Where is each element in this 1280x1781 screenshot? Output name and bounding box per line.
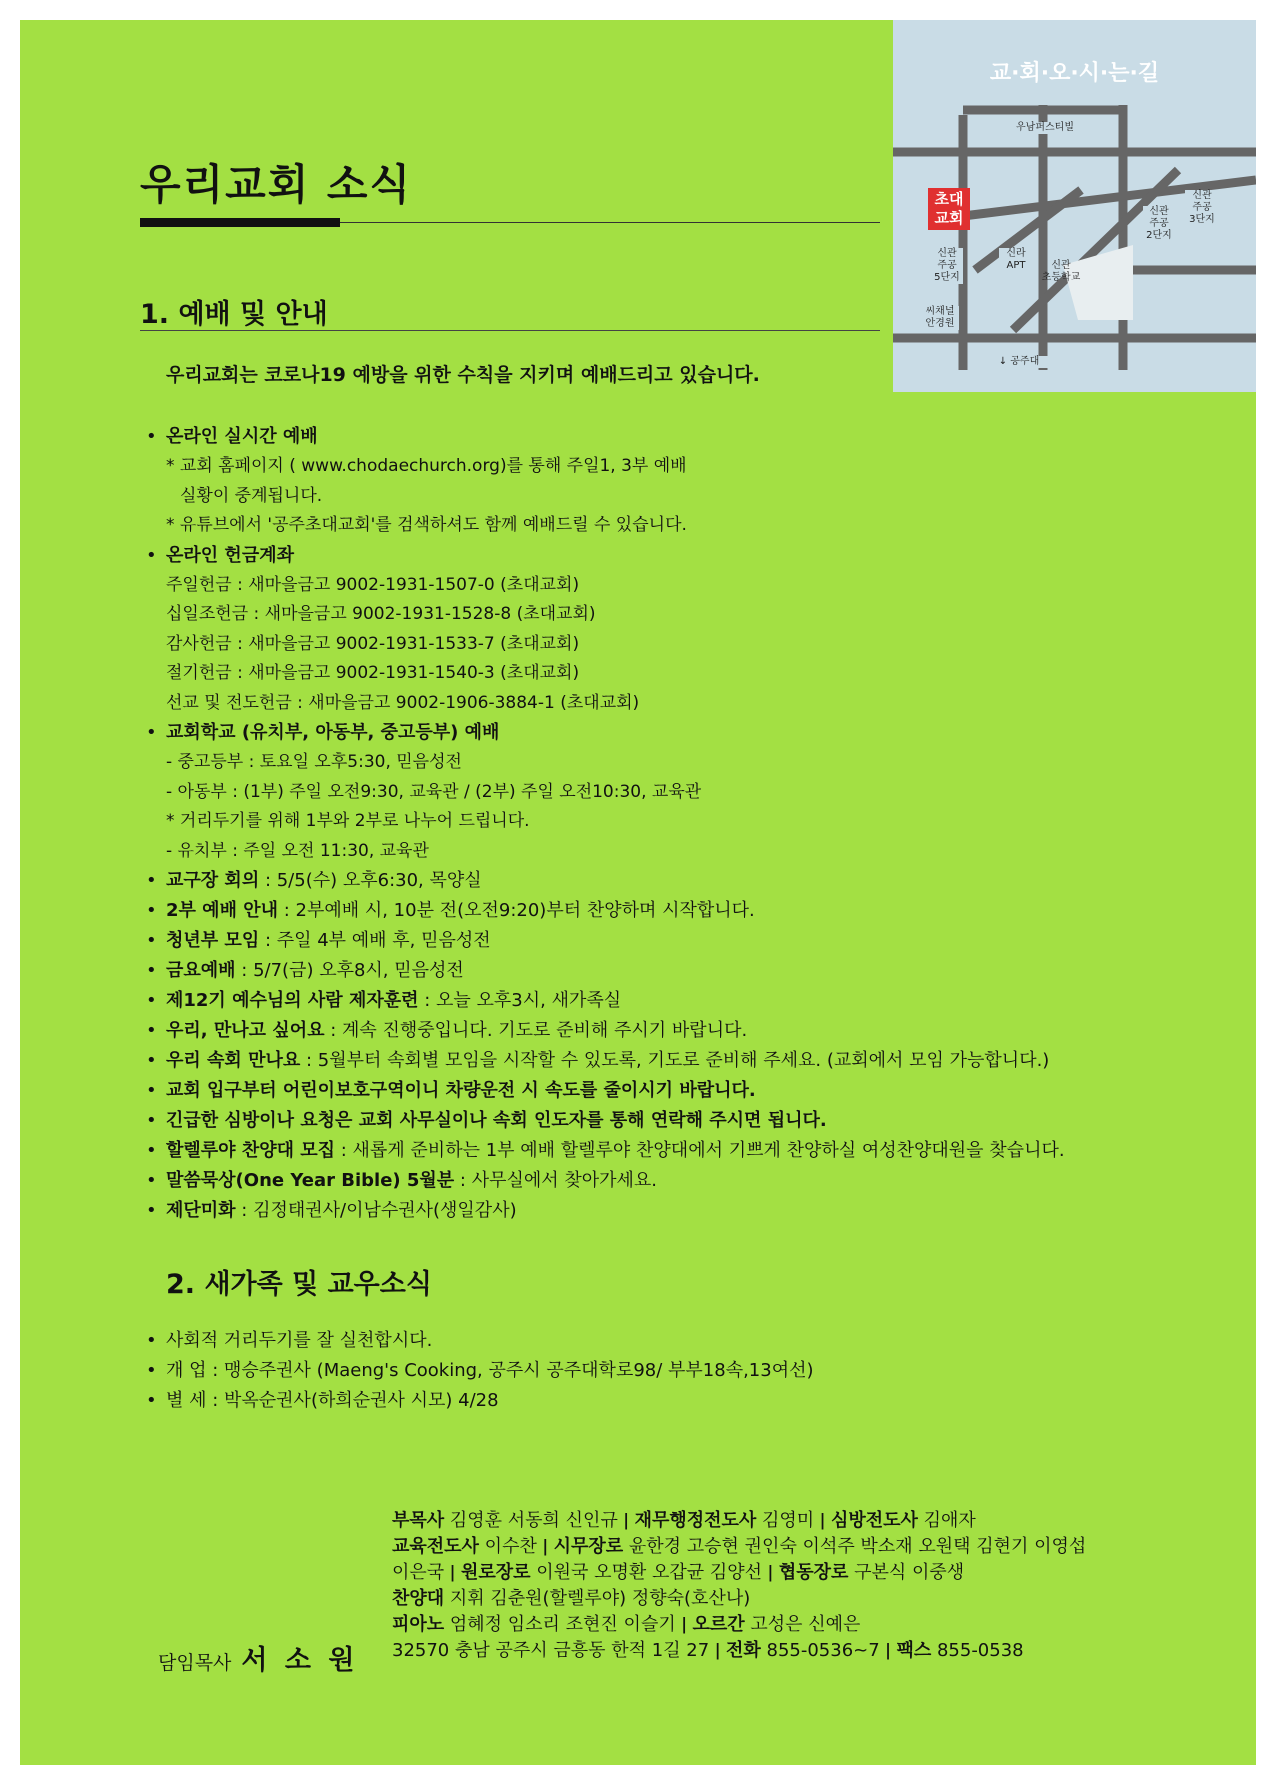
map-label-singwan-2: 신관 주공 2단지 bbox=[1143, 206, 1175, 242]
staff-line bbox=[392, 1508, 1222, 1534]
church-map bbox=[893, 20, 1256, 392]
item-heading: 할렐루야 찬양대 모집 bbox=[166, 1140, 336, 1161]
list-item bbox=[146, 986, 1226, 1016]
phone-label: 전화 bbox=[725, 1640, 761, 1661]
contact-line bbox=[392, 1638, 1222, 1664]
item-heading: 금요예배 bbox=[166, 960, 236, 981]
staff-line bbox=[392, 1586, 1222, 1612]
account-line: 주일헌금 : 새마을금고 9002-1931-1507-0 (초대교회) bbox=[166, 574, 580, 595]
separator: ǀ bbox=[675, 1614, 693, 1635]
section-1-intro: 우리교회는 코로나19 예방을 위한 수칙을 지키며 예배드리고 있습니다. bbox=[166, 364, 760, 386]
list-item bbox=[146, 1106, 1226, 1136]
item-heading: 우리, 만나고 싶어요 bbox=[166, 1020, 325, 1041]
item-heading: 우리 속회 만나요 bbox=[166, 1050, 301, 1071]
item-heading: 제12기 예수님의 사람 제자훈련 bbox=[166, 990, 419, 1011]
church-marker bbox=[928, 188, 970, 230]
list-item bbox=[146, 1076, 1226, 1106]
item-heading: 온라인 헌금계좌 bbox=[166, 544, 294, 566]
staff-names: 김영훈 서동희 신인규 bbox=[444, 1510, 618, 1531]
item-heading: 온라인 실시간 예배 bbox=[166, 426, 318, 447]
account-line: 감사헌금 : 새마을금고 9002-1931-1533-7 (초대교회) bbox=[166, 633, 580, 654]
phone-number: 855-0536~7 bbox=[760, 1640, 880, 1661]
account-line: 선교 및 전도헌금 : 새마을금고 9002-1906-3884-1 (초대교회) bbox=[166, 692, 640, 713]
church-address: 32570 충남 공주시 금흥동 한적 1길 27 bbox=[392, 1640, 710, 1661]
notice-list bbox=[146, 422, 1226, 1226]
staff-names: 윤한경 고승현 권인숙 이석주 박소재 오원택 김현기 이영섭 bbox=[623, 1536, 1087, 1557]
item-heading: 제단미화 bbox=[166, 1200, 236, 1221]
staff-role: 심방전도사 bbox=[830, 1510, 918, 1531]
item-heading: 청년부 모임 bbox=[166, 930, 260, 951]
pastor-label: 담임목사 bbox=[158, 1652, 232, 1674]
item-detail: * 교회 홈페이지 ( www.chodaechurch.org)를 통해 주일1, 3부 예배 bbox=[166, 456, 687, 476]
title-rule bbox=[340, 222, 880, 223]
map-label-unam: 우남퍼스티빌 bbox=[1005, 122, 1085, 134]
map-title: 교·회·오·시·는·길 bbox=[989, 61, 1160, 86]
church-marker-line: 교회 bbox=[934, 209, 964, 227]
list-item bbox=[146, 1136, 1226, 1166]
account-line: 절기헌금 : 새마을금고 9002-1931-1540-3 (초대교회) bbox=[166, 663, 580, 683]
fax-label: 팩스 bbox=[896, 1640, 932, 1661]
item-heading: 2부 예배 안내 bbox=[166, 900, 278, 921]
item-text: : 새롭게 준비하는 1부 예배 할렐루야 찬양대에서 기쁘게 찬양하실 여성찬양대원을 찾습니다. bbox=[335, 1140, 1065, 1161]
separator: ǀ bbox=[879, 1640, 897, 1661]
item-detail: 실황이 중계됩니다. bbox=[180, 485, 323, 506]
item-text: : 사무실에서 찾아가세요. bbox=[454, 1170, 658, 1191]
map-label-silla-apt: 신라 APT bbox=[999, 248, 1033, 272]
section-1-title: 1. 예배 및 안내 bbox=[140, 299, 328, 330]
staff-role: 부목사 bbox=[392, 1510, 445, 1531]
staff-role: 협동장로 bbox=[778, 1562, 849, 1583]
map-label-kongju: ↓ 공주대 bbox=[989, 356, 1049, 368]
staff-names: 이원국 오명환 오갑균 김양선 bbox=[530, 1562, 763, 1583]
list-item-offering-accounts bbox=[146, 541, 1226, 719]
staff-names: 이수찬 bbox=[478, 1536, 537, 1557]
separator: ǀ bbox=[709, 1640, 726, 1661]
item-detail: * 유튜브에서 '공주초대교회'를 검색하셔도 함께 예배드릴 수 있습니다. bbox=[166, 515, 687, 535]
item-text: : 5/7(금) 오후8시, 믿음성전 bbox=[235, 960, 464, 981]
staff-line bbox=[392, 1534, 1222, 1560]
item-text: : 5월부터 속회별 모임을 시작할 수 있도록, 기도로 준비해 주세요. (교회에서 모임 가능합니다.) bbox=[300, 1050, 1050, 1071]
list-item bbox=[146, 956, 1226, 986]
staff-role: 오르간 bbox=[692, 1614, 745, 1635]
item-heading: 말씀묵상(One Year Bible) 5월분 bbox=[166, 1170, 455, 1191]
staff-role: 교육전도사 bbox=[392, 1536, 479, 1557]
list-item bbox=[146, 896, 1226, 926]
list-item: • 사회적 거리두기를 잘 실천합시다. bbox=[146, 1326, 1146, 1356]
staff-names: 고성은 신예은 bbox=[744, 1614, 861, 1635]
item-text: : 오늘 오후3시, 새가족실 bbox=[418, 990, 622, 1011]
section-1-rule bbox=[140, 330, 880, 331]
list-item: • 별 세 : 박옥순권사(하희순권사 시모) 4/28 bbox=[146, 1386, 1146, 1416]
pastor-name: 서 소 원 bbox=[241, 1645, 359, 1676]
church-marker-line: 초대 bbox=[934, 190, 964, 208]
list-item bbox=[146, 926, 1226, 956]
staff-names: 엄혜정 임소리 조현진 이슬기 bbox=[444, 1614, 676, 1635]
staff-names: 이은국 bbox=[392, 1562, 445, 1583]
item-detail: * 거리두기를 위해 1부와 2부로 나누어 드립니다. bbox=[166, 811, 530, 831]
staff-role: 원로장로 bbox=[460, 1562, 531, 1583]
member-news-list bbox=[146, 1326, 1146, 1416]
separator: ǀ bbox=[536, 1536, 554, 1557]
item-heading: 긴급한 심방이나 요청은 교회 사무실이나 속회 인도자를 통해 연락해 주시면 됩니다. bbox=[166, 1110, 827, 1131]
staff-role: 시무장로 bbox=[553, 1536, 624, 1557]
list-item bbox=[146, 1046, 1226, 1076]
item-text: : 5/5(수) 오후6:30, 목양실 bbox=[259, 870, 482, 891]
staff-names: 김애자 bbox=[917, 1510, 976, 1531]
section-2-title: 2. 새가족 및 교우소식 bbox=[166, 1269, 432, 1300]
staff-role: 찬양대 bbox=[392, 1588, 445, 1609]
list-item bbox=[146, 1166, 1226, 1196]
account-line: 십일조헌금 : 새마을금고 9002-1931-1528-8 (초대교회) bbox=[166, 604, 596, 624]
list-item-online-worship bbox=[146, 422, 1226, 541]
map-label-singwan-3: 신관 주공 3단지 bbox=[1185, 190, 1219, 226]
item-heading: 교회 입구부터 어린이보호구역이니 차량운전 시 속도를 줄이시기 바랍니다. bbox=[166, 1080, 756, 1101]
staff-role: 피아노 bbox=[392, 1614, 445, 1635]
fax-number: 855-0538 bbox=[931, 1640, 1024, 1661]
map-label-singwan-5: 신관 주공 5단지 bbox=[931, 248, 963, 284]
list-item bbox=[146, 1196, 1226, 1226]
item-text: : 김정태권사/이남수권사(생일감사) bbox=[235, 1200, 517, 1221]
map-label-clinic: 씨채널 안경원 bbox=[921, 306, 959, 330]
staff-line bbox=[392, 1560, 1222, 1586]
item-heading: 교회학교 (유치부, 아동부, 중고등부) 예배 bbox=[166, 722, 500, 743]
separator: ǀ bbox=[617, 1510, 635, 1531]
staff-names: 김영미 bbox=[756, 1510, 815, 1531]
staff-directory bbox=[392, 1508, 1222, 1664]
staff-names: 구본식 이중생 bbox=[848, 1562, 965, 1583]
item-detail: - 아동부 : (1부) 주일 오전9:30, 교육관 / (2부) 주일 오전10:30, 교육관 bbox=[166, 781, 702, 802]
list-item bbox=[146, 866, 1226, 896]
item-detail: - 중고등부 : 토요일 오후5:30, 믿음성전 bbox=[166, 752, 462, 772]
item-text: : 2부예배 시, 10분 전(오전9:20)부터 찬양하며 시작합니다. bbox=[278, 900, 755, 921]
page-title: 우리교회 소식 bbox=[140, 160, 413, 209]
staff-line bbox=[392, 1612, 1222, 1638]
separator: ǀ bbox=[444, 1562, 461, 1583]
item-heading: 교구장 회의 bbox=[166, 870, 260, 891]
senior-pastor bbox=[158, 1638, 358, 1677]
item-text: : 계속 진행중입니다. 기도로 준비해 주시기 바랍니다. bbox=[324, 1020, 748, 1041]
list-item bbox=[146, 1016, 1226, 1046]
title-underline-bar bbox=[140, 218, 340, 227]
separator: ǀ bbox=[762, 1562, 779, 1583]
map-label-school: 신관 초등학교 bbox=[1041, 260, 1081, 283]
list-item: • 개 업 : 맹승주권사 (Maeng's Cooking, 공주시 공주대학로98/ 부부18속,13여선) bbox=[146, 1356, 1146, 1386]
separator: ǀ bbox=[814, 1510, 831, 1531]
staff-role: 재무행정전도사 bbox=[634, 1510, 757, 1531]
item-detail: - 유치부 : 주일 오전 11:30, 교육관 bbox=[166, 840, 429, 861]
list-item-church-school bbox=[146, 718, 1226, 866]
staff-names: 지휘 김춘원(할렐루야) 정향숙(호산나) bbox=[444, 1588, 751, 1609]
item-text: : 주일 4부 예배 후, 믿음성전 bbox=[259, 930, 491, 951]
